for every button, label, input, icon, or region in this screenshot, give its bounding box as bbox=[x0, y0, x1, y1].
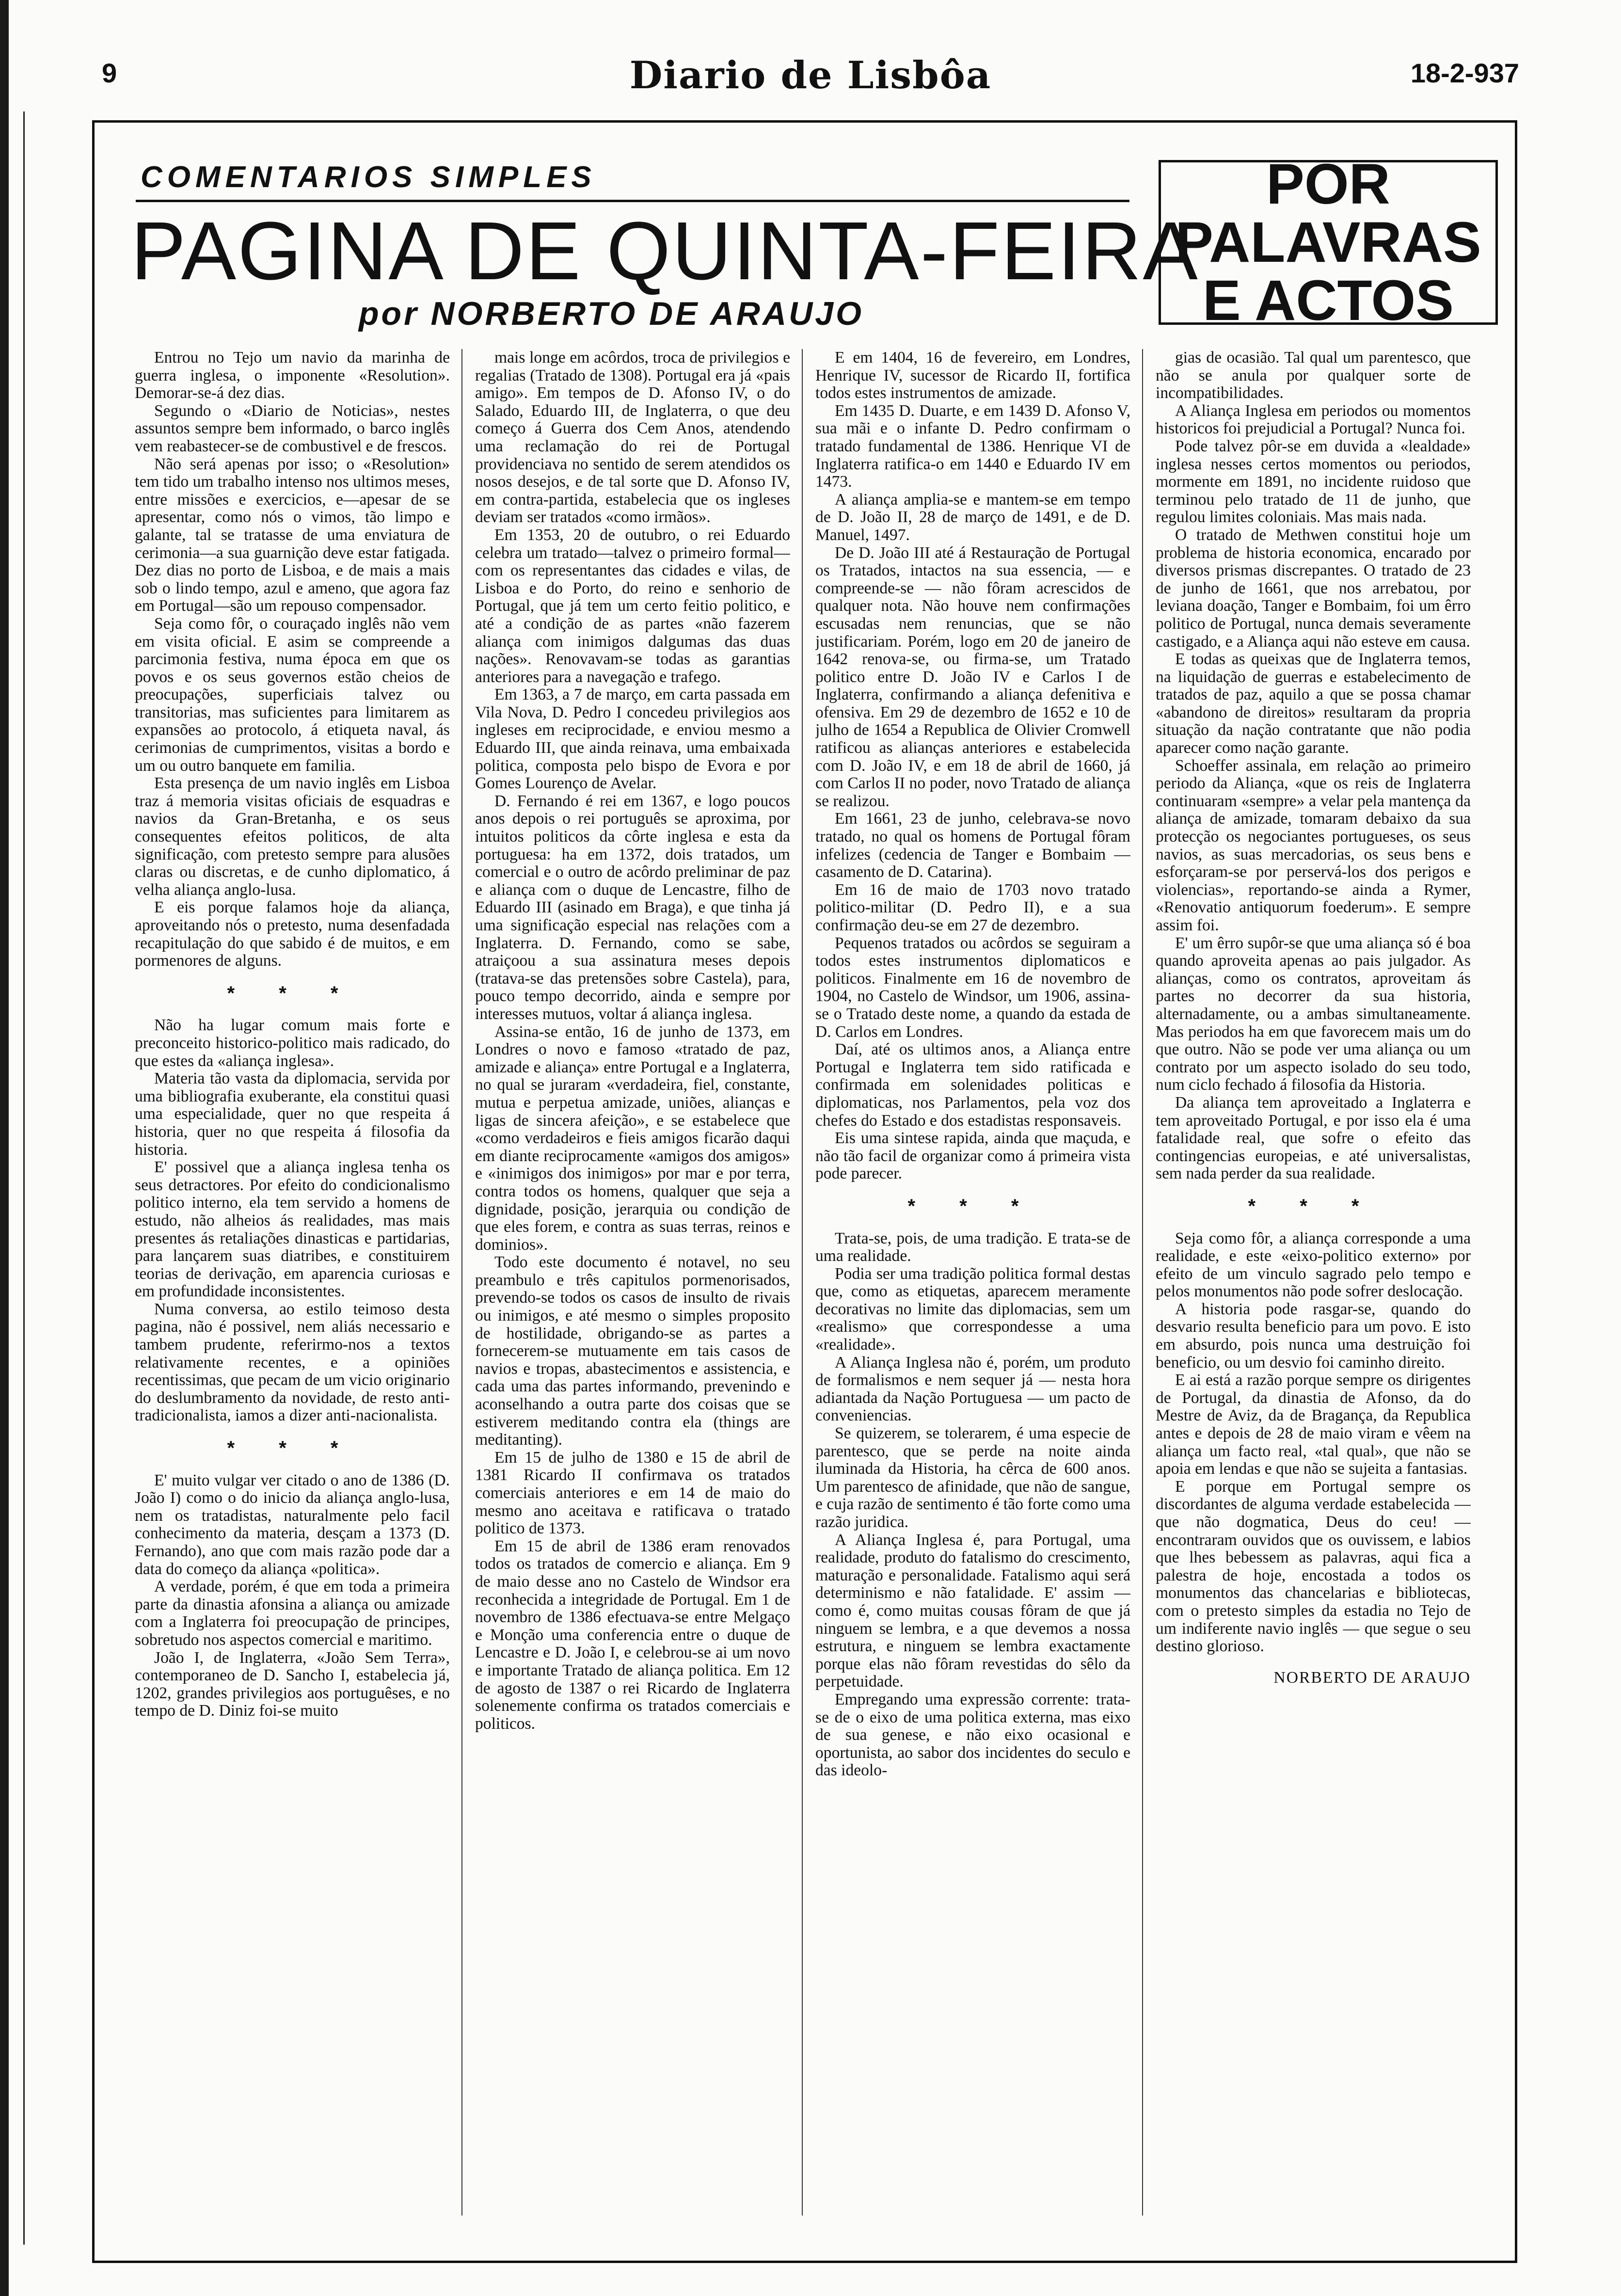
paragraph: Pode talvez pôr-se em duvida a «lealdade» inglesa nesses certos momentos ou periodos, mormente em 1891, no incidente ruidoso que terminou pelo tratado de 11 de junho, que regulou limites coloniais. Mas mais nada. bbox=[1156, 437, 1471, 526]
section-kicker: COMENTARIOS SIMPLES bbox=[141, 160, 596, 194]
paragraph: Daí, até os ultimos anos, a Aliança entre Portugal e Inglaterra tem sido ratificada e confirmada em solenidades politicas e diplomaticas, nos Parlamentos, pela voz dos chefes do Estado e dos estadistas responsaveis. bbox=[815, 1040, 1130, 1130]
section-separator: * * * bbox=[227, 982, 358, 1004]
paragraph: E' um êrro supôr-se que uma aliança só é boa quando aproveita apenas ao pais julgador. As alianças, como os contratos, aproveitam ás partes no decorrer da sua historia, alternadamente, ou a ambas simultaneamente. Mas periodos ha em que favorecem mais um do que outro. Não se pode ver uma aliança ou um contrato por um aspecto isolado do seu todo, num ciclo fechado á filosofia da Historia. bbox=[1156, 934, 1471, 1094]
paragraph: Numa conversa, ao estilo teimoso desta pagina, não é possivel, nem aliás necessario e tambem prudente, referirmo-nos a textos relativamente recentes, e a opiniões recentissimas, que pecam de um vicio originario do deslumbramento da novidade, de resto anti-tradicionalista, iamos a dizer anti-nacionalista. bbox=[135, 1300, 450, 1425]
paragraph: Em 1661, 23 de junho, celebrava-se novo tratado, no qual os homens de Portugal fôram infelizes (cedencia de Tanger e Bombaim — casamento de D. Catarina). bbox=[815, 810, 1130, 881]
adjacent-page-strip bbox=[9, 112, 25, 2245]
paragraph: A historia pode rasgar-se, quando do desvario resulta beneficio para um povo. E isto em absurdo, pois nunca uma destruição foi beneficio, ou um desvio foi caminho direito. bbox=[1156, 1300, 1471, 1371]
text-column-2 bbox=[475, 349, 790, 2249]
paragraph: D. Fernando é rei em 1367, e logo poucos anos depois o rei português se aproxima, por intuitos politicos da côrte inglesa e esta da portuguesa: ha em 1372, dois tratados, um comercial e o outro de acôrdo preliminar de paz e aliança com o duque de Lencastre, filho de Eduardo III (asinado em Braga), e que tinha já uma significação especial nas relações com a Inglaterra. D. Fernando, como se sabe, atraiçoou a sua assinatura meses depois (tratava-se das pretensões sobre Castela), para, pouco tempo decorrido, ainda e sempre por interesses mutuos, voltar á aliança inglesa. bbox=[475, 792, 790, 1023]
column-rule bbox=[1142, 349, 1143, 2216]
boxed-title-line2: E ACTOS bbox=[1203, 269, 1454, 333]
paragraph: Eis uma sintese rapida, ainda que maçuda, e não tão facil de organizar como á primeira vista pode parecer. bbox=[815, 1129, 1130, 1183]
author-signature: NORBERTO DE ARAUJO bbox=[1273, 1668, 1471, 1687]
paragraph: A Aliança Inglesa é, para Portugal, uma realidade, produto do fatalismo do crescimento, maturação e personalidade. Fatalismo aqui será determinismo e não fatalidade. E' assim — como é, como muitas cousas fôram de que já ninguem se lembra, e a que devemos a nossa estrutura, e ninguem se lembra exactamente porque elas não fôram revestidas do sêlo da perpetuidade. bbox=[815, 1531, 1130, 1691]
column-rule bbox=[461, 349, 462, 2216]
paragraph: A Aliança Inglesa em periodos ou momentos historicos foi prejudicial a Portugal? Nunca foi. bbox=[1156, 401, 1471, 438]
section-separator: * * * bbox=[227, 1437, 358, 1459]
paragraph: Seja como fôr, a aliança corresponde a uma realidade, e este «eixo-politico externo» por efeito de um vinculo sagrado pelo tempo e pelos monumentos não pode sofrer deslocação. bbox=[1156, 1229, 1471, 1301]
byline-prefix: por bbox=[359, 295, 419, 332]
paragraph: Seja como fôr, o couraçado inglês não vem em visita oficial. E asim se compreende a parcimonia festiva, numa época em que os povos e os seus governos estão cheios de preocupações, superficiais talvez ou transitorias, mas suficientes para limitarem as expansões ao protocolo, á etiqueta naval, ás cerimonias de cumprimentos, visitas a bordo e um ou outro banquete em familia. bbox=[135, 614, 450, 775]
paragraph: Não será apenas por isso; o «Resolution» tem tido um trabalho intenso nos ultimos meses, entre missões e exercicios, e—apesar de se apresentar, como nós o vimos, tão limpo e galante, tal se tratasse de uma enviatura de cerimonia—a sua guarnição deve estar fatigada. Dez dias no porto de Lisboa, e de mais a mais sob o lindo tempo, azul e ameno, que agora faz em Portugal—são um repouso compensador. bbox=[135, 455, 450, 615]
section-separator: * * * bbox=[907, 1195, 1038, 1217]
masthead: Diario de Lisbôa bbox=[629, 53, 992, 97]
paragraph: E todas as queixas que de Inglaterra temos, na liquidação de guerras e estabelecimento de tratados de paz, aquilo a que se possa chamar «abandono de direitos» resultaram da propria situação da nação contratante que não podia aparecer como nação garante. bbox=[1156, 650, 1471, 757]
kicker-rule bbox=[136, 200, 1129, 202]
issue-date: 18-2-937 bbox=[1410, 58, 1519, 88]
paragraph: Em 1363, a 7 de março, em carta passada em Vila Nova, D. Pedro I concedeu privilegios aos ingleses em reciprocidade, e enviou mesmo a Eduardo III, que ainda reinava, uma embaixada politica, composta pelo bispo de Evora e por Gomes Lourenço de Avelar. bbox=[475, 686, 790, 793]
paragraph: Se quizerem, se tolerarem, é uma especie de parentesco, que se perde na noite ainda iluminada da Historia, ha cêrca de 600 anos. Um parentesco de afinidade, que não de sangue, e cuja razão de sentimento é tão forte como uma razão juridica. bbox=[815, 1424, 1130, 1531]
paragraph: Assina-se então, 16 de junho de 1373, em Londres o novo e famoso «tratado de paz, amizade e aliança» entre Portugal e a Inglaterra, no qual se juraram «verdadeira, fiel, constante, mutua e perpetua amizade, uniões, alianças e ligas de sincera afeição», e se estabelece que «como verdadeiros e fieis amigos ficarão daqui em diante reciprocamente «amigos dos amigos» e «inimigos dos inimigos» por mar e por terra, contra todos os homens, qualquer que seja a dignidade, posição, jerarquia ou condição de que eles forem, e contra as suas terras, reinos e dominios». bbox=[475, 1022, 790, 1254]
paragraph: mais longe em acôrdos, troca de privilegios e regalias (Tratado de 1308). Portugal era já «pais amigo». Em tempos de D. Afonso IV, o do Salado, Eduardo III, de Inglaterra, o que deu começo á Guerra dos Cem Anos, atendendo uma reclamação do rei de Portugal providenciava no sentido de serem atendidos os nosos desejos, e de tal sorte que D. Afonso IV, em contra-partida, estabelecia que os ingleses deviam ser tratados «como irmãos». bbox=[475, 349, 790, 526]
paragraph: E porque em Portugal sempre os discordantes de alguma verdade estabelecida — que não dogmatica, Deus do ceu! — encontraram ouvidos que os ouvissem, e labios que lhes bebessem as palavras, aqui fica a palestra de hoje, encostada a todos os monumentos das chancelarias e bibliotecas, com o pretesto simples da estadia no Tejo de um indiferente navio inglês — que segue o seu destino glorioso. bbox=[1156, 1477, 1471, 1656]
page-edge bbox=[0, 0, 9, 2296]
paragraph: Materia tão vasta da diplomacia, servida por uma bibliografia exuberante, ela constitui quasi uma especialidade, quer no que respeita á historia, quer no que respeita á filosofia da historia. bbox=[135, 1069, 450, 1159]
paragraph: Em 15 de julho de 1380 e 15 de abril de 1381 Ricardo II confirmava os tratados comerciais anteriores e em 14 de maio do mesmo ano aceitava e ratificava o tratado politico de 1373. bbox=[475, 1448, 790, 1538]
page-number: 9 bbox=[102, 58, 117, 88]
byline bbox=[359, 295, 864, 333]
paragraph: E eis porque falamos hoje da aliança, aproveitando nós o pretesto, numa desenfadada recapitulação do que sabido é de muitos, e em pormenores de alguns. bbox=[135, 898, 450, 970]
paragraph: Pequenos tratados ou acôrdos se seguiram a todos estes instrumentos diplomaticos e politicos. Finalmente em 16 de novembro de 1904, no Castelo de Windsor, um 1906, assina-se o Tratado deste nome, a quando da estada de D. Carlos em Londres. bbox=[815, 934, 1130, 1041]
paragraph: E' possivel que a aliança inglesa tenha os seus detractores. Por efeito do condicionalismo politico interno, ela tem servido a homens de estudo, não alheios ás realidades, mas mais presentes ás retaliações dinasticas e partidarias, para lançarem suas diatribes, e constituirem teorias de derivação, em aparencia curiosas e em profundidade inconsistentes. bbox=[135, 1158, 450, 1301]
paragraph: João I, de Inglaterra, «João Sem Terra», contemporaneo de D. Sancho I, estabelecia já, 1202, grandes privilegios aos portuguêses, e no tempo de D. Diniz foi-se muito bbox=[135, 1648, 450, 1720]
paragraph: A Aliança Inglesa não é, porém, um produto de formalismos e nem sequer já — nesta hora adiantada da Nação Portuguesa — um pacto de conveniencias. bbox=[815, 1353, 1130, 1425]
paragraph: E em 1404, 16 de fevereiro, em Londres, Henrique IV, sucessor de Ricardo II, fortifica todos estes instrumentos de amizade. bbox=[815, 349, 1130, 402]
paragraph: Em 1435 D. Duarte, e em 1439 D. Afonso V, sua mãi e o infante D. Pedro confirmam o tratado fundamental de 1386. Henrique VI de Inglaterra ratifica-o em 1440 e Eduardo IV em 1473. bbox=[815, 401, 1130, 491]
paragraph: Todo este documento é notavel, no seu preambulo e três capitulos pormenorisados, prevendo-se todos os casos de insulto de rivais ou inimigos, e até mesmo o simples proposito de hostilidade, obrigando-se as partes a fornecerem-se mutuamente em tais casos de navios e tropas, abastecimentos e assistencia, e cada uma das partes informando, prevenindo e aconselhando a outra parte dos coisas que se estiverem meditando contra ela (things are meditanting). bbox=[475, 1253, 790, 1449]
paragraph: Schoeffer assinala, em relação ao primeiro periodo da Aliança, «que os reis de Inglaterra continuaram «sempre» a velar pela mantença da aliança de amizade, tomaram debaixo da sua protecção os negociantes portugueses, os seus navios, as suas mercadorias, os seus bens e esforçaram-se por perservá-los dos perigos e violencias», reportando-se ainda a Rymer, «Renovatio antiquorum foederum». E sempre assim foi. bbox=[1156, 756, 1471, 934]
section-separator: * * * bbox=[1248, 1195, 1379, 1217]
paragraph: gias de ocasião. Tal qual um parentesco, que não se anula por qualquer sorte de incompatibilidades. bbox=[1156, 349, 1471, 402]
paragraph: Em 16 de maio de 1703 novo tratado politico-militar (D. Pedro II), e a sua confirmação deu-se em 27 de dezembro. bbox=[815, 880, 1130, 934]
text-column-3 bbox=[815, 349, 1130, 2249]
paragraph: E ai está a razão porque sempre os dirigentes de Portugal, da dinastia de Afonso, da do Mestre de Aviz, da de Bragança, da Republica antes e depois de 28 de maio viram e vêem na aliança um facto real, «tal qual», que não se apoia em lendas e que não se sujeita a fantasias. bbox=[1156, 1371, 1471, 1478]
column-rule bbox=[802, 349, 803, 2216]
boxed-title-line1: POR PALAVRAS bbox=[1175, 152, 1481, 274]
text-column-1 bbox=[135, 349, 450, 2249]
headline: PAGINA DE QUINTA-FEIRA bbox=[131, 205, 1199, 297]
paragraph: O tratado de Methwen constitui hoje um problema de historia economica, encarado por diversos prismas discrepantes. O tratado de 23 de junho de 1661, que nos arrebatou, por leviana doação, Tanger e Bombaim, foi um êrro politico de Portugal, nunca demais severamente castigado, e a Aliança aqui não esteve em causa. bbox=[1156, 526, 1471, 651]
paragraph: Empregando uma expressão corrente: trata-se de o eixo de uma politica externa, mas eixo de sua genese, e não eixo ocasional e oportunista, ao sabor dos incidentes do seculo e das ideolo- bbox=[815, 1690, 1130, 1780]
paragraph: De D. João III até á Restauração de Portugal os Tratados, intactos na sua essencia, — e compreende-se — não fôram acrescidos de qualquer nota. Não houve nem confirmações escusadas nem renuncias, que se não justificariam. Porém, logo em 20 de janeiro de 1642 renova-se, ou firma-se, um Tratado politico entre D. João IV e Carlos I de Inglaterra, confirmando a aliança defenitiva e ofensiva. Em 29 de dezembro de 1652 e 10 de julho de 1654 a Republica de Olivier Cromwell ratificou as alianças anteriores e estabelecida com D. João IV, e em 18 de abril de 1660, já com Carlos II no poder, novo Tratado de aliança se realizou. bbox=[815, 543, 1130, 810]
paragraph: Trata-se, pois, de uma tradição. E trata-se de uma realidade. bbox=[815, 1229, 1130, 1265]
paragraph: A aliança amplia-se e mantem-se em tempo de D. João II, 28 de março de 1491, e de D. Manuel, 1497. bbox=[815, 490, 1130, 544]
paragraph: A verdade, porém, é que em toda a primeira parte da dinastia afonsina a aliança ou amizade com a Inglaterra foi preocupação de principes, sobretudo nos aspectos comercial e maritimo. bbox=[135, 1578, 450, 1649]
paragraph: Podia ser uma tradição politica formal destas que, como as etiquetas, aparecem meramente decorativas no limite das diplomacias, sem um «realismo» que correspondesse a uma «realidade». bbox=[815, 1264, 1130, 1354]
paragraph: Não ha lugar comum mais forte e preconceito historico-politico mais radicado, do que estes da «aliança inglesa». bbox=[135, 1016, 450, 1070]
byline-author: NORBERTO DE ARAUJO bbox=[430, 295, 864, 332]
paragraph: Da aliança tem aproveitado a Inglaterra e tem aproveitado Portugal, e por isso ela é uma fatalidade real, que sofre o efeito das contingencias europeias, e até universalistas, sem nada perder da sua realidade. bbox=[1156, 1093, 1471, 1183]
paragraph: Segundo o «Diario de Noticias», nestes assuntos sempre bem informado, o barco inglês vem reabastecer-se de combustivel e de frescos. bbox=[135, 401, 450, 455]
paragraph: Em 1353, 20 de outubro, o rei Eduardo celebra um tratado—talvez o primeiro formal—com os representantes das cidades e vilas, de Lisboa e do Porto, do reino e senhorio de Portugal, que já tem um certo feitio politico, e até a condição de as partes «não fazerem aliança com inimigos dalgumas das duas nações». Renovavam-se todas as garantias anteriores para a navegação e trafego. bbox=[475, 526, 790, 686]
text-column-4 bbox=[1156, 349, 1471, 2249]
paragraph: Em 15 de abril de 1386 eram renovados todos os tratados de comercio e aliança. Em 9 de maio desse ano no Castelo de Windsor era reconhecida a integridade de Portugal. Em 1 de novembro de 1386 efectuava-se entre Melgaço e Monção uma conferencia entre o duque de Lencastre e D. João I, e celebrou-se ai um novo e importante Tratado de aliança politica. Em 12 de agosto de 1387 o rei Ricardo de Inglaterra solenemente confirma os tratados comerciais e politicos. bbox=[475, 1537, 790, 1733]
boxed-title bbox=[1159, 152, 1498, 333]
paragraph: Esta presença de um navio inglês em Lisboa traz á memoria visitas oficiais de esquadras e navios da Gran-Bretanha, e os seus consequentes efeitos politicos, de alta significação, com pretesto sempre para alusões claras ou discretas, e de cunho diplomatico, á velha aliança anglo-lusa. bbox=[135, 774, 450, 899]
paragraph: E' muito vulgar ver citado o ano de 1386 (D. João I) como o do inicio da aliança anglo-lusa, nem os tratadistas, naturalmente pelo facil conhecimento da materia, desçam a 1373 (D. Fernando), ano que com mais razão pode dar a data do começo da aliança «politica». bbox=[135, 1471, 450, 1578]
paragraph: Entrou no Tejo um navio da marinha de guerra inglesa, o imponente «Resolution». Demorar-se-á dez dias. bbox=[135, 349, 450, 402]
